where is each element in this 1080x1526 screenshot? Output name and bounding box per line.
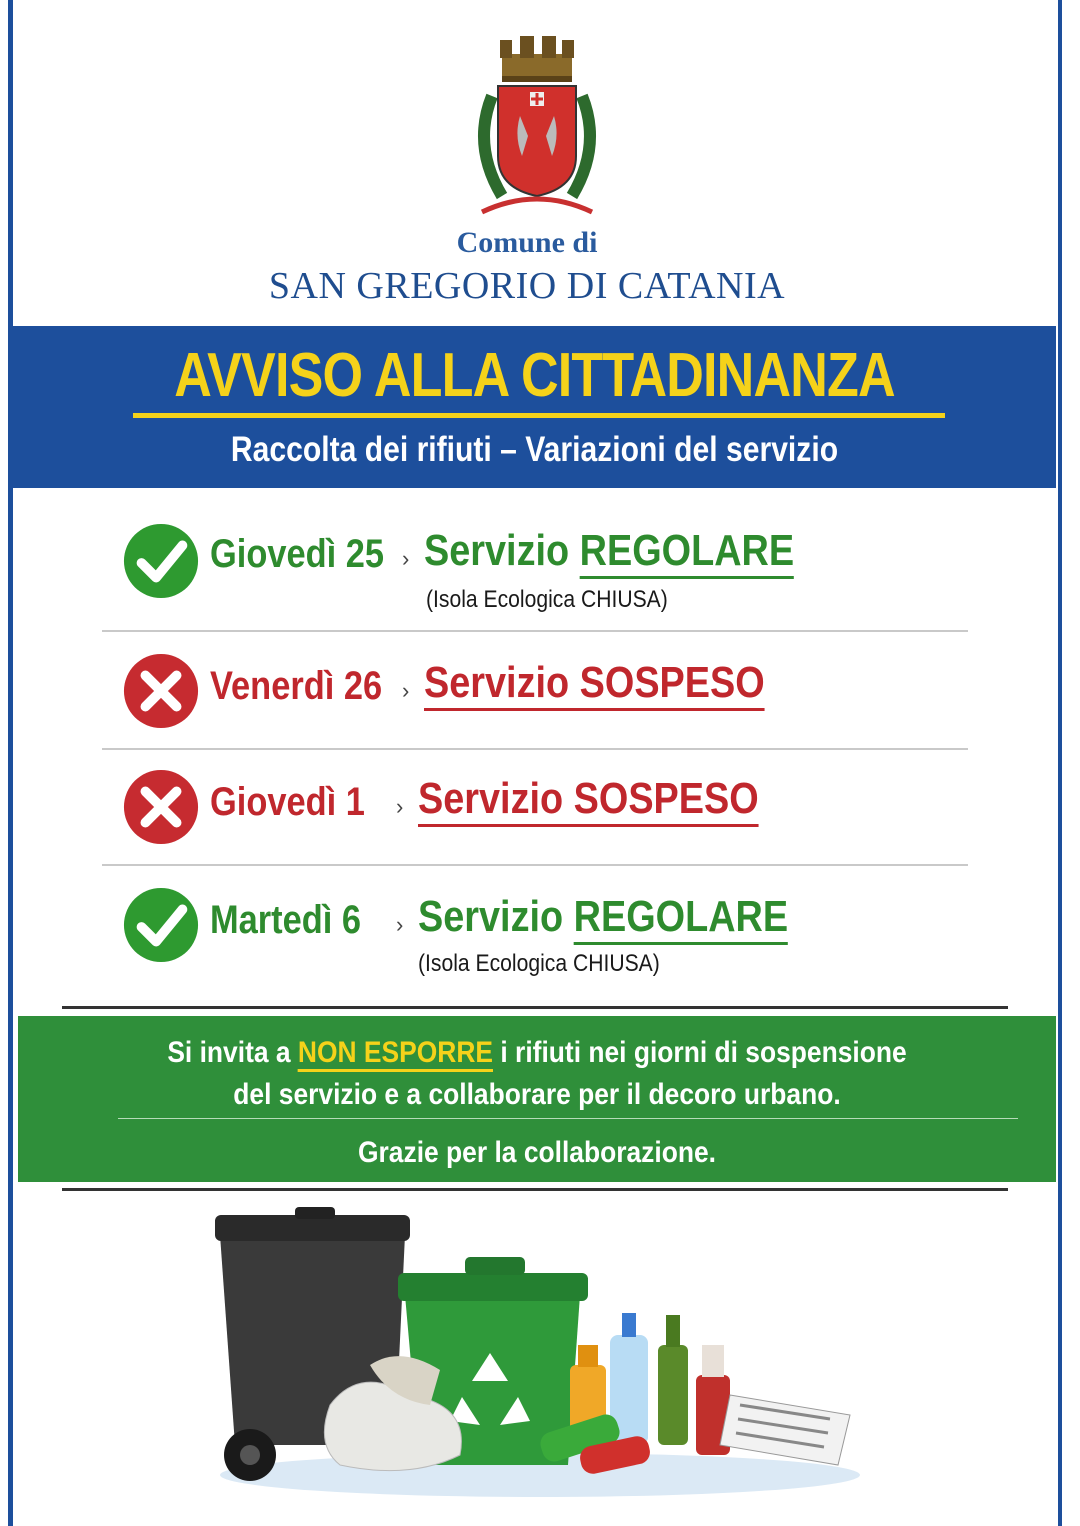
- thanks-text: Grazie per la collaborazione.: [358, 1136, 716, 1169]
- row-divider: [102, 630, 968, 632]
- chevron-right-icon: ›: [402, 546, 410, 571]
- coat-of-arms-icon: [462, 36, 612, 222]
- notice-subtitle: Raccolta dei rifiuti – Variazioni del servizio: [230, 430, 839, 469]
- title-banner: [13, 326, 1056, 488]
- org-name: SAN GREGORIO DI CATANIA: [268, 265, 786, 307]
- row-divider: [102, 748, 968, 750]
- schedule-row: [100, 522, 970, 622]
- chevron-right-icon: ›: [396, 912, 404, 937]
- row-status: Servizio REGOLARE: [418, 892, 788, 942]
- org-prefix: Comune di: [456, 226, 598, 259]
- row-status: Servizio SOSPESO: [424, 658, 765, 708]
- check-icon: [122, 886, 200, 964]
- row-day: Martedì 6: [210, 898, 362, 942]
- row-day: Venerdì 26: [210, 664, 383, 708]
- waste-bins-illustration-icon: [210, 1205, 870, 1505]
- row-day: Giovedì 25: [210, 532, 384, 576]
- row-status: Servizio REGOLARE: [424, 526, 794, 576]
- notice-rule: [118, 1118, 1018, 1119]
- check-icon: [122, 522, 200, 600]
- notice-line-2: del servizio e a collaborare per il decoro urbano.: [233, 1078, 841, 1111]
- row-note: (Isola Ecologica CHIUSA): [426, 586, 668, 613]
- schedule-row: [100, 768, 970, 858]
- frame-border-right: [1058, 0, 1062, 1526]
- chevron-right-icon: ›: [396, 794, 404, 819]
- schedule-row: [100, 652, 970, 742]
- schedule-row: [100, 886, 970, 986]
- cross-icon: [122, 768, 200, 846]
- chevron-right-icon: ›: [402, 678, 410, 703]
- row-status: Servizio SOSPESO: [418, 774, 759, 824]
- section-divider: [62, 1188, 1008, 1191]
- row-note: (Isola Ecologica CHIUSA): [418, 950, 660, 977]
- notice-highlight: NON ESPORRE: [298, 1036, 493, 1072]
- cross-icon: [122, 652, 200, 730]
- section-divider: [62, 1006, 1008, 1009]
- title-underline: [133, 413, 945, 418]
- notice-line-1: Si invita a NON ESPORRE i rifiuti nei giorni di sospensione: [80, 1036, 993, 1070]
- row-day: Giovedì 1: [210, 780, 365, 824]
- notice-title: AVVISO ALLA CITTADINANZA: [174, 341, 895, 410]
- notice-box: [18, 1016, 1056, 1182]
- row-divider: [102, 864, 968, 866]
